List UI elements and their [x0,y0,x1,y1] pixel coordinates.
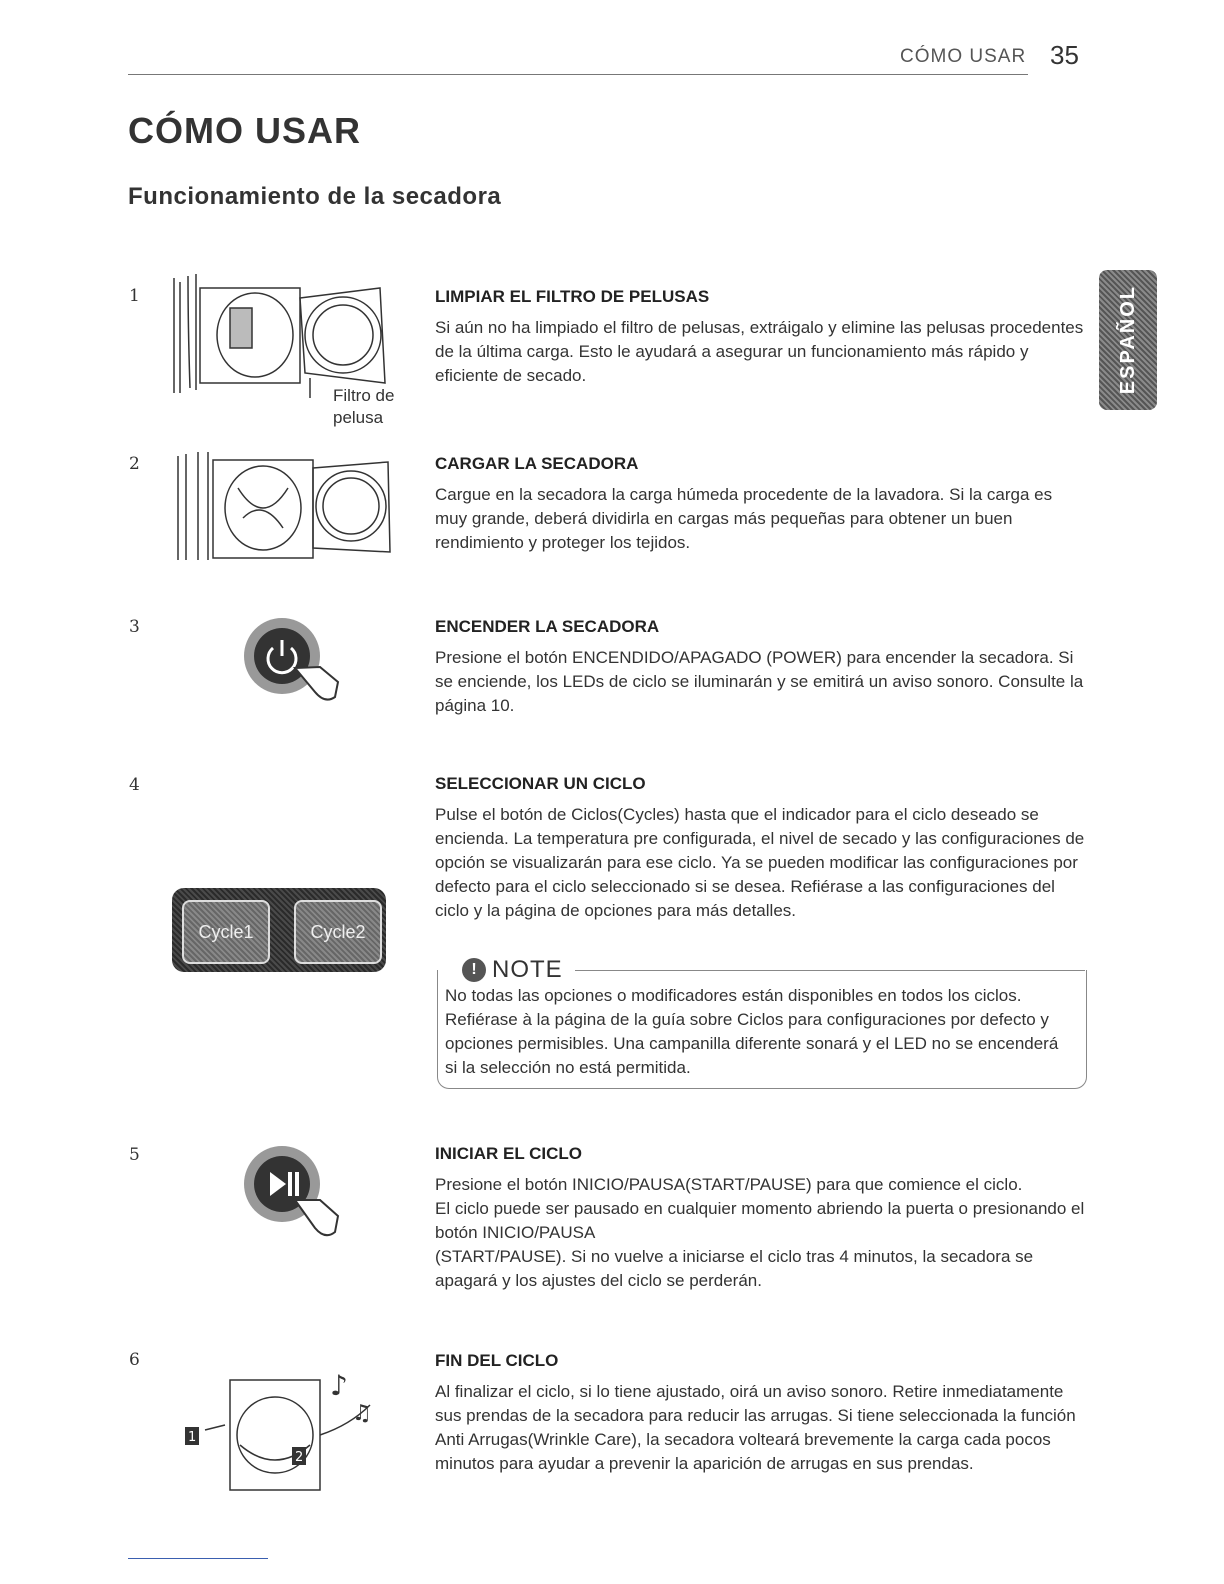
lint-filter-label [333,385,394,429]
step-3-heading: ENCENDER LA SECADORA [435,617,660,636]
step-2-heading: CARGAR LA SECADORA [435,454,639,473]
step-3-number: 3 [129,617,140,637]
alert-icon: ! [462,958,486,982]
step-4-number: 4 [129,775,140,795]
cycle2-button[interactable]: Cycle2 [294,900,382,964]
note-body: No todas las opciones o modificadores están disponibles en todos los ciclos. Refiérase à la página de la guía sobre Ciclos para configuraciones por defecto y opciones permisibles. Una campanilla diferente sonará y el LED no se encenderá si la selección no está permitida. [445,986,1059,1077]
language-tab-label: ESPAÑOL [1116,285,1139,395]
step-6-heading: FIN DEL CICLO [435,1351,559,1370]
step-5-body-line2: El ciclo puede ser pausado en cualquier momento abriendo la puerta o presionando el botón INICIO/PAUSA [435,1199,1085,1242]
end-of-cycle-illustration [180,1365,380,1500]
cycle-button-panel [172,888,386,972]
step-1-number: 1 [129,286,140,306]
marker-2: 2 [295,1450,304,1465]
step-5-heading: INICIAR EL CICLO [435,1144,583,1163]
note-header [458,956,567,984]
language-tab [1099,270,1157,410]
music-note-icon: ♪ [330,1369,348,1402]
lint-filter-label-line2: pelusa [333,408,384,427]
start-pause-button-press-icon [240,1140,350,1265]
marker-1: 1 [188,1430,197,1445]
step-4-body: Pulse el botón de Ciclos(Cycles) hasta que el indicador para el ciclo deseado se encienda. La temperatura pre configurada, el nivel de secado y las configuraciones de opción se visualizarán para ese ciclo. Ya se pueden modificar las configuraciones por defecto para el ciclo seleccionado si se desea. Refiérase a las configuraciones del ciclo y la página de opciones para más detalles. [435,805,1085,920]
note-label: NOTE [492,956,563,983]
section-title: Funcionamiento de la secadora [128,183,502,210]
step-3-body: Presione el botón ENCENDIDO/APAGADO (POWER) para encender la secadora. Si se enciende, los LEDs de ciclo se iluminarán y se emitirá un aviso sonoro. Consulte la página 10. [435,648,1084,715]
step-2-body: Cargue en la secadora la carga húmeda procedente de la lavadora. Si la carga es muy grande, deberá dividirla en cargas más pequeñas para obtener un buen rendimiento y proteger los tejidos. [435,485,1053,552]
step-1-body: Si aún no ha limpiado el filtro de pelusas, extráigalo y elimine las pelusas procedentes de la última carga. Esto le ayudará a asegurar un funcionamiento más rápido y eficiente de secado. [435,318,1084,385]
step-5-body [435,1173,1085,1293]
step-4-heading: SELECCIONAR UN CICLO [435,774,646,793]
running-header-section: CÓMO USAR [900,46,1027,67]
power-button-press-icon [240,612,350,722]
step-6-body: Al finalizar el ciclo, si lo tiene ajustado, oirá un aviso sonoro. Retire inmediatamente sus prendas de la secadora para reducir las arrugas. Si tiene seleccionada la función Anti Arrugas(Wrinkle Care), la secadora volteará brevemente la carga cada pocos minutos para ayudar a prevenir la aparición de arrugas en sus prendas. [435,1382,1076,1473]
step-5-body-line1: Presione el botón INICIO/PAUSA(START/PAUSE) para que comience el ciclo. [435,1175,1023,1194]
lint-filter-label-line1: Filtro de [333,386,395,405]
step-1-heading: LIMPIAR EL FILTRO DE PELUSAS [435,287,710,306]
note-divider [575,970,1085,971]
page-title: CÓMO USAR [128,110,361,151]
footer-rule [128,1558,268,1559]
step-5-body-line3: (START/PAUSE). Si no vuelve a iniciarse el ciclo tras 4 minutos, la secadora se apagará y los ajustes del ciclo se perderán. [435,1247,1034,1290]
step-2-number: 2 [129,454,140,474]
step-5-number: 5 [129,1145,140,1165]
page-number: 35 [1050,40,1079,70]
cycle1-button[interactable]: Cycle1 [182,900,270,964]
music-notes-icon: ♫ [352,1401,372,1426]
step-6-number: 6 [129,1350,140,1370]
dryer-loading-illustration [168,448,398,573]
header-divider [128,74,1028,75]
